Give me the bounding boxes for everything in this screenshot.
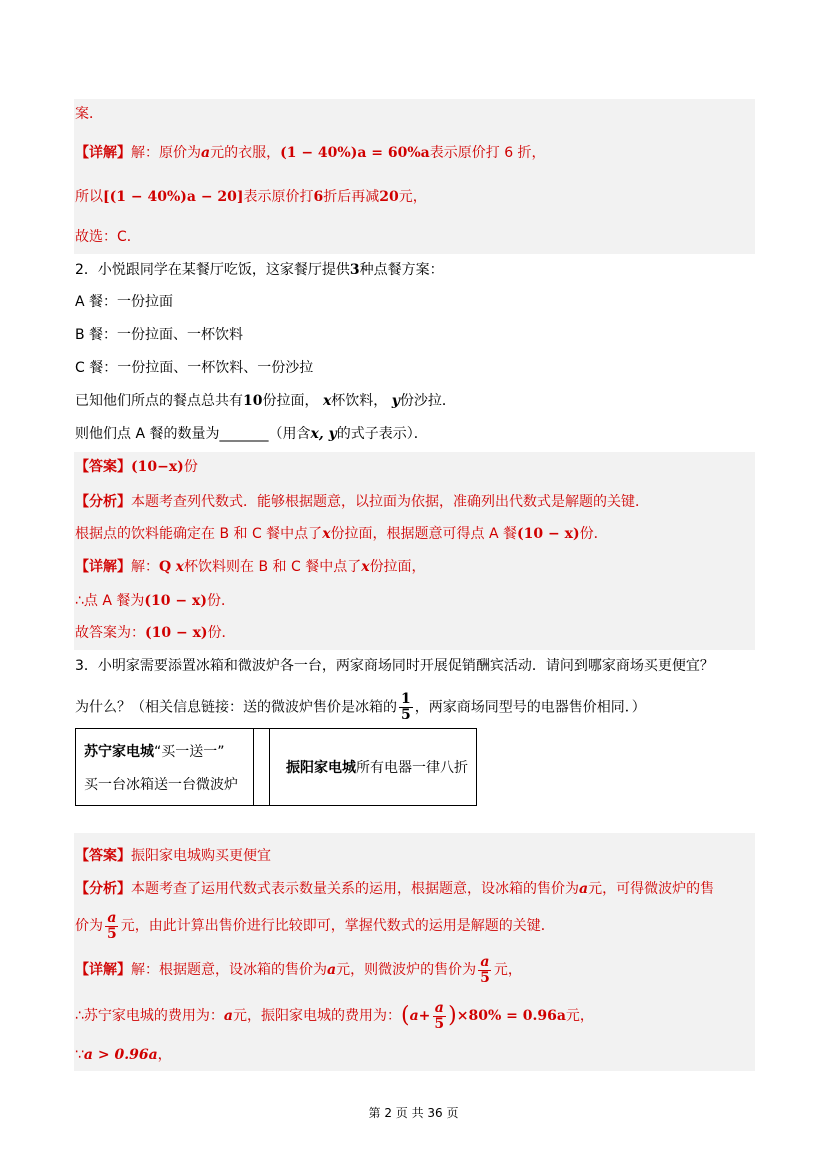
q2-answer: 【答案】(10−x)份 xyxy=(75,459,198,475)
table-cell-store1 xyxy=(76,729,254,805)
shaded-block-prev xyxy=(74,99,755,254)
q2-option-c: C 餐：一份拉面、一杯饮料、一份沙拉 xyxy=(75,360,314,376)
prev-line-3: 所以[(1 − 40%)a − 20]表示原价打6折后再减20元， xyxy=(75,189,427,205)
q2-analysis-2: 根据点的饮料能确定在 B 和 C 餐中点了x份拉面，根据题意可得点 A 餐(10 − x)份． xyxy=(75,526,608,542)
prev-line-2: 【详解】解：原价为a元的衣服，(1 − 40%)a = 60%a表示原价打 6 折， xyxy=(75,145,546,161)
q3-analysis-1: 【分析】本题考查了运用代数式表示数量关系的运用，根据题意，设冰箱的售价为a元，可得微波炉的售 xyxy=(75,881,715,897)
q2-option-b: B 餐：一份拉面、一杯饮料 xyxy=(75,327,244,343)
prev-line-4: 故选：C． xyxy=(75,229,141,245)
q3-detail-1: 【详解】解：根据题意，设冰箱的售价为a元，则微波炉的售价为 $\frac{a}{5}$ 元， xyxy=(75,953,522,986)
q3-analysis-2: 价为 $\frac{a}{5}$ 元，由此计算出售价进行比较即可，掌握代数式的运用是解题的关键． xyxy=(75,909,555,942)
q3-stem-line-2: 为什么？（相关信息链接：送的微波炉售价是冰箱的 $\frac{1}{5}$ ，两家商场同型号的电器售价相同．） xyxy=(75,691,646,723)
q3-stem-line-1: 3．小明家需要添置冰箱和微波炉各一台，两家商场同时开展促销酬宾活动．请问到哪家商场买更便宜？ xyxy=(75,658,714,674)
store2-detail: 所有电器一律八折 xyxy=(356,760,468,776)
q3-detail-3: ∵a > 0.96a， xyxy=(75,1047,172,1063)
answer-blank: _______ xyxy=(219,426,269,442)
shaded-block-q2 xyxy=(74,452,755,650)
q2-stem-line-5: 已知他们所点的餐点总共有10份拉面， x杯饮料， y份沙拉． xyxy=(75,393,456,409)
store1-detail: 买一台冰箱送一台微波炉 xyxy=(84,777,238,793)
q2-stem-line-1: 2．小悦跟同学在某餐厅吃饭，这家餐厅提供3种点餐方案： xyxy=(75,262,444,278)
q3-detail-2: ∴苏宁家电城的费用为：a元，振阳家电城的费用为：(a+ $\frac{a}{5}$ )×80% = 0.96a元， xyxy=(75,999,594,1032)
q2-stem-line-6: 则他们点 A 餐的数量为_______（用含x, y的式子表示）． xyxy=(75,426,428,442)
q2-analysis-1: 【分析】本题考查列代数式．能够根据题意，以拉面为依据，准确列出代数式是解题的关键． xyxy=(75,494,649,510)
store1-promo: “买一送一” xyxy=(154,744,225,760)
q2-detail-1: 【详解】解：Q x杯饮料则在 B 和 C 餐中点了x份拉面， xyxy=(75,559,426,575)
promo-table xyxy=(75,728,477,806)
page-footer: 第 2 页 共 36 页 xyxy=(368,1106,459,1120)
store1-name: 苏宁家电城 xyxy=(84,744,154,760)
prev-line-1: 案． xyxy=(75,106,103,122)
q2-detail-3: 故答案为：(10 − x)份． xyxy=(75,625,236,641)
fraction-one-fifth: $\frac{1}{5}$ xyxy=(401,691,411,723)
store2-name: 振阳家电城 xyxy=(286,760,356,776)
q3-answer: 【答案】振阳家电城购买更便宜 xyxy=(75,848,271,864)
table-cell-spacer xyxy=(254,729,270,805)
q2-detail-2: ∴点 A 餐为(10 − x)份． xyxy=(75,593,235,609)
q2-option-a: A 餐：一份拉面 xyxy=(75,294,174,310)
table-cell-store2 xyxy=(270,729,476,805)
